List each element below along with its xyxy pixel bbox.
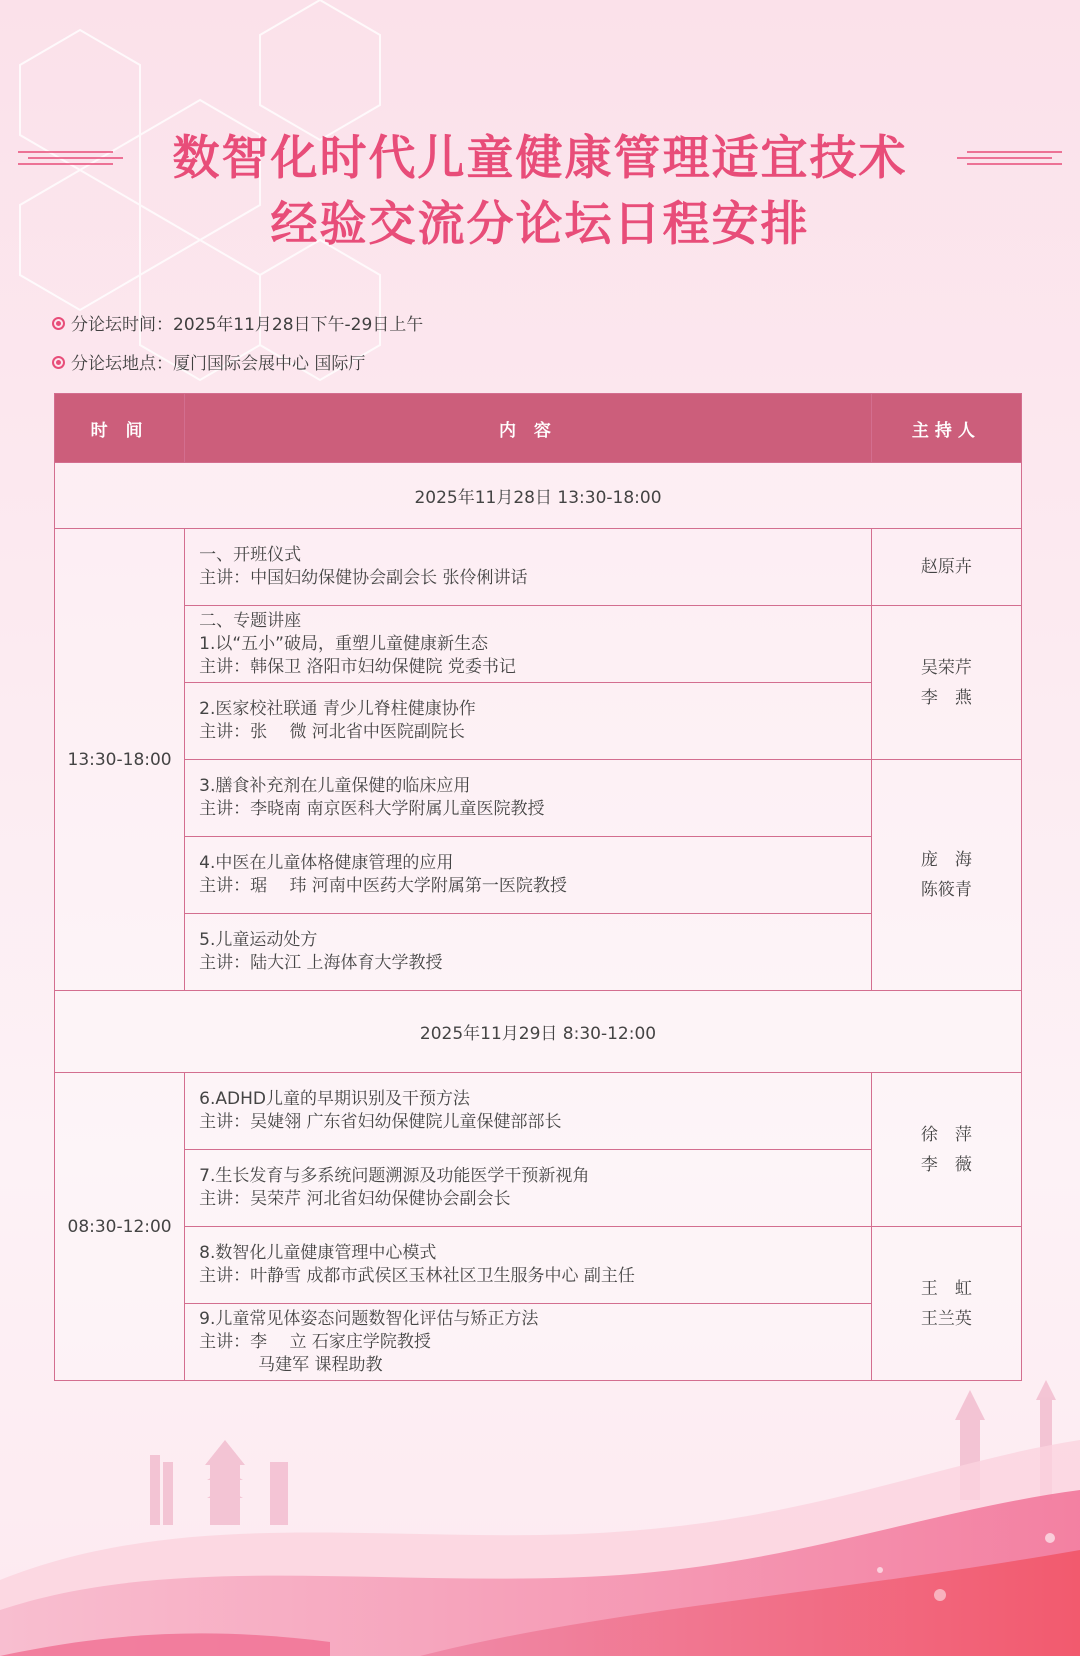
session-item [185,529,872,606]
host-cell [871,760,1021,991]
date-row [55,463,1022,529]
forum-place-text: 分论坛地点：厦门国际会展中心 国际厅 [71,354,366,374]
skyline-icon [150,1380,1056,1525]
table-header-row [55,394,1022,463]
session-item [185,1304,872,1381]
session-speaker: 主讲：琚 玮 河南中医药大学附属第一医院教授 [199,876,567,896]
session-item [185,1073,872,1150]
time-cell-day1: 13:30-18:00 [55,529,185,991]
host-cell [871,1227,1021,1381]
session-item [185,606,872,683]
host-name: 吴荣芹 [920,657,972,678]
session-speaker: 主讲：韩保卫 洛阳市妇幼保健院 党委书记 [199,656,516,677]
table-row [55,606,1022,683]
session-speaker: 主讲：李晓南 南京医科大学附属儿童医院教授 [199,799,545,819]
session-title: 4.中医在儿童体格健康管理的应用 [199,853,454,873]
host-name: 李 薇 [920,1154,972,1175]
session-item [185,914,872,991]
session-speaker: 主讲：张 微 河北省中医院副院长 [199,722,465,742]
table-row [55,1073,1022,1150]
session-speaker: 主讲：中国妇幼保健协会副会长 张伶俐讲话 [199,568,528,588]
session-title: 一、开班仪式 [199,545,302,565]
host-cell [871,1073,1021,1227]
header-host: 主持人 [871,394,1021,463]
table-row [55,1227,1022,1304]
session-title: 1.以“五小”破局，重塑儿童健康新生态 [199,633,488,654]
session-title: 9.儿童常见体姿态问题数智化评估与矫正方法 [199,1308,539,1329]
host-name: 陈筱青 [920,880,972,900]
bullet-icon [52,356,65,369]
host-name: 徐 萍 [920,1124,972,1145]
session-speaker: 主讲：叶静雪 成都市武侯区玉林社区卫生服务中心 副主任 [199,1266,635,1286]
bullet-icon [52,317,65,330]
host-name: 赵原卉 [920,557,972,577]
section-heading: 二、专题讲座 [199,610,302,631]
session-speaker: 主讲：吴婕翎 广东省妇幼保健院儿童保健部部长 [199,1112,562,1132]
title-line-1: 数智化时代儿童健康管理适宜技术 [172,131,908,186]
session-title: 6.ADHD儿童的早期识别及干预方法 [199,1089,470,1109]
host-name: 李 燕 [920,687,972,708]
page-title [0,126,1080,258]
time-cell-day2: 08:30-12:00 [55,1073,185,1381]
header-time: 时 间 [55,394,185,463]
forum-time [52,310,423,335]
host-name: 王兰英 [920,1308,972,1329]
host-name: 王 虹 [920,1278,972,1299]
forum-time-text: 分论坛时间：2025年11月28日下午-29日上午 [71,315,424,335]
host-cell [871,606,1021,760]
date-day1: 2025年11月28日 13:30-18:00 [55,463,1022,529]
session-item [185,837,872,914]
session-item [185,760,872,837]
date-day2: 2025年11月29日 8:30-12:00 [55,991,1022,1073]
table-row [55,529,1022,606]
session-item [185,1227,872,1304]
table-row [55,760,1022,837]
schedule-table [54,393,1022,1381]
session-item [185,683,872,760]
session-title: 5.儿童运动处方 [199,930,318,950]
host-name: 庞 海 [920,850,972,870]
session-speaker: 主讲：李 立 石家庄学院教授 [199,1331,431,1352]
title-line-2: 经验交流分论坛日程安排 [270,197,810,252]
session-title: 7.生长发育与多系统问题溯源及功能医学干预新视角 [199,1166,590,1186]
session-speaker-extra: 马建军 课程助教 [258,1354,383,1375]
session-speaker: 主讲：陆大江 上海体育大学教授 [199,953,443,973]
session-item [185,1150,872,1227]
host-cell [871,529,1021,606]
session-title: 3.膳食补充剂在儿童保健的临床应用 [199,776,471,796]
bottom-decoration [0,1380,1080,1656]
session-speaker: 主讲：吴荣芹 河北省妇幼保健协会副会长 [199,1189,511,1209]
session-title: 2.医家校社联通 青少儿脊柱健康协作 [199,699,476,719]
forum-place [52,349,365,374]
date-row [55,991,1022,1073]
session-title: 8.数智化儿童健康管理中心模式 [199,1243,437,1263]
header-content: 内 容 [185,394,872,463]
